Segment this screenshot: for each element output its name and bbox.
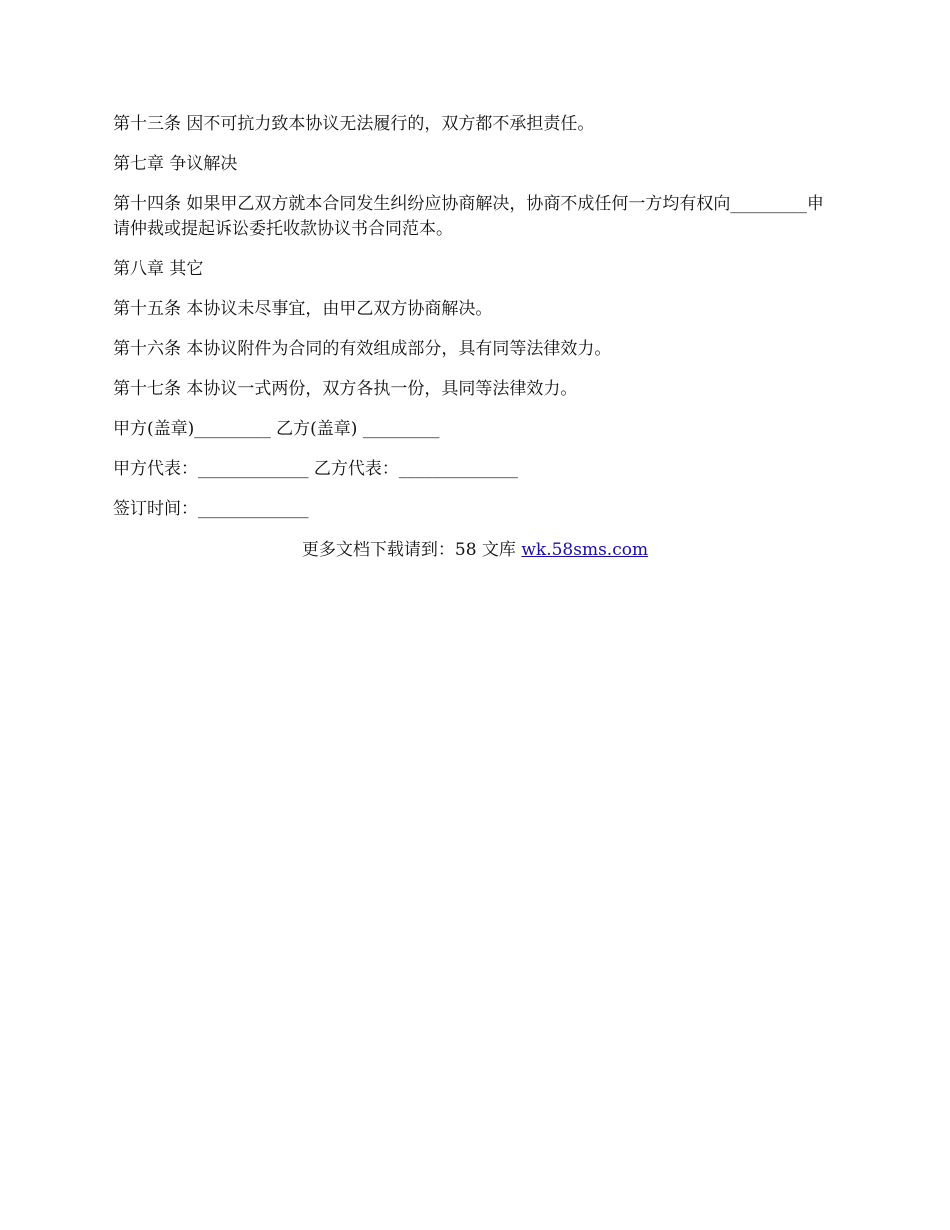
- footer-text: 更多文档下载请到：58 文库: [301, 540, 522, 560]
- chapter-8-heading: 第八章 其它: [113, 259, 204, 279]
- party-seal-line: 甲方(盖章)_________ 乙方(盖章) _________: [113, 419, 440, 439]
- article-14: 第十四条 如果甲乙双方就本合同发生纠纷应协商解决，协商不成任何一方均有权向_________申请仲裁或提起诉讼委托收款协议书合同范本。: [113, 194, 824, 239]
- document-body: [113, 112, 838, 537]
- article-17: 第十七条 本协议一式两份，双方各执一份，具同等法律效力。: [113, 379, 578, 399]
- article-15: 第十五条 本协议未尽事宜，由甲乙双方协商解决。: [113, 299, 493, 319]
- party-representative-line: 甲方代表：_____________ 乙方代表：______________: [113, 459, 518, 479]
- article-16: 第十六条 本协议附件为合同的有效组成部分，具有同等法律效力。: [113, 339, 612, 359]
- signing-date-line: 签订时间：_____________: [113, 499, 309, 519]
- chapter-7-heading: 第七章 争议解决: [113, 154, 238, 174]
- download-footer: [0, 538, 950, 563]
- footer-link[interactable]: wk.58sms.com: [521, 540, 649, 560]
- article-13: 第十三条 因不可抗力致本协议无法履行的，双方都不承担责任。: [113, 114, 595, 134]
